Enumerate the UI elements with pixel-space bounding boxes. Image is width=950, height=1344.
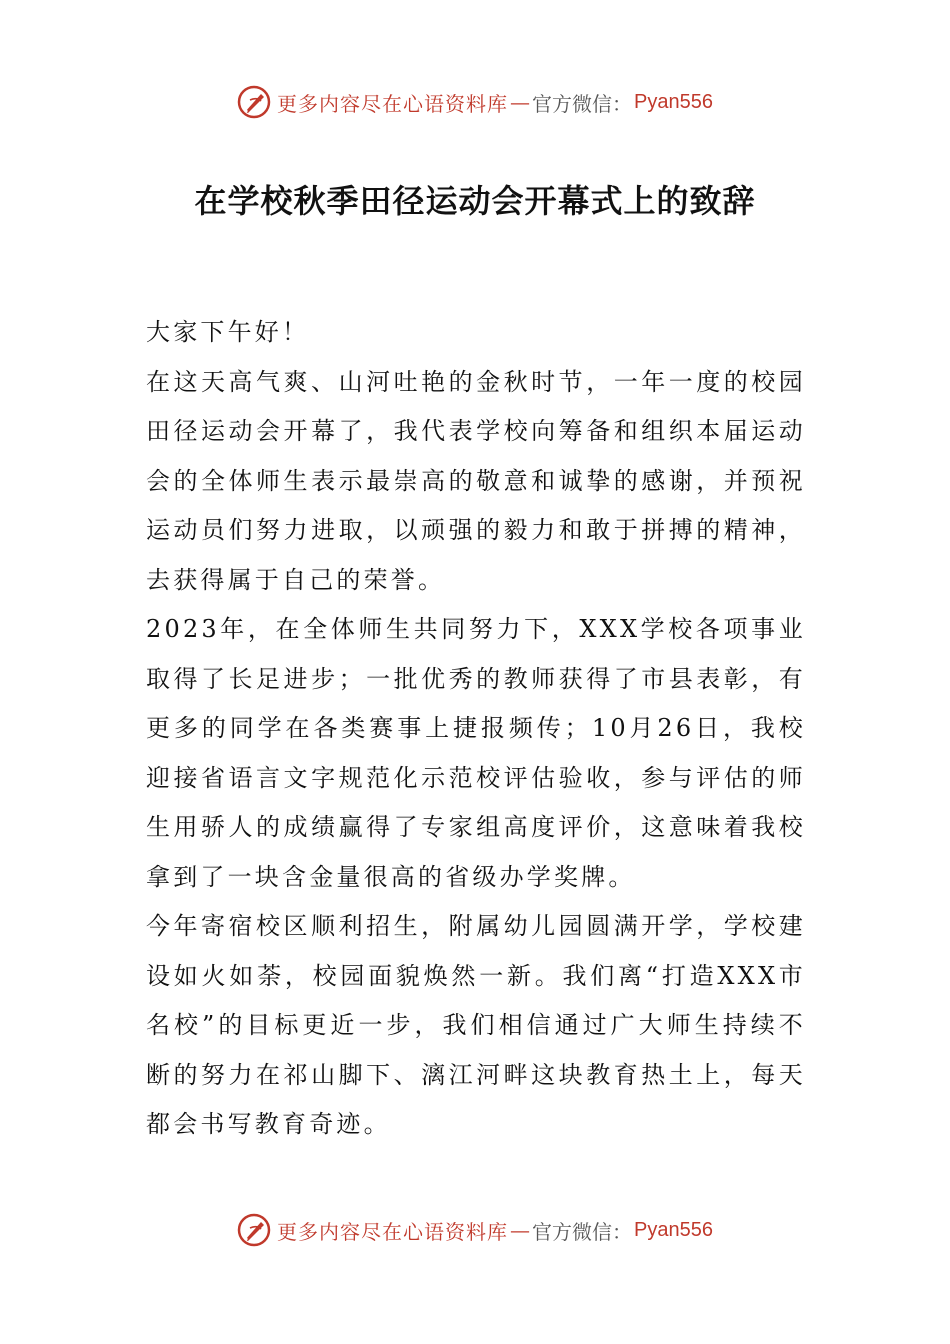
quill-logo-icon: [237, 1213, 271, 1247]
paragraph-opening: 在这天高气爽、山河吐艳的金秋时节，一年一度的校园田径运动会开幕了，我代表学校向筹备和组织本届运动会的全体师生表示最崇高的敬意和诚挚的感谢，并预祝运动员们努力进取，以顽强的毅力和敢于拼搏的精神，去获得属于自己的荣誉。: [146, 367, 806, 594]
quill-logo-icon: [237, 85, 271, 119]
paragraph-greeting: 大家下午好！: [146, 318, 310, 346]
document-body: [146, 308, 806, 1150]
paragraph-outlook: 今年寄宿校区顺利招生，附属幼儿园圆满开学，学校建设如火如荼，校园面貌焕然一新。我们离“打造XXX市名校”的目标更近一步，我们相信通过广大师生持续不断的努力在祁山脚下、漓江河畔这块教育热土上，每天都会书写教育奇迹。: [146, 912, 806, 1138]
banner-dash: —: [510, 90, 531, 114]
banner-wechat-id: Pyan556: [634, 1218, 713, 1241]
footer-banner: [0, 1210, 950, 1250]
paragraph-achievements: 2023年，在全体师生共同努力下，XXX学校各项事业取得了长足进步；一批优秀的教师获得了市县表彰，有更多的同学在各类赛事上捷报频传；10月26日，我校迎接省语言文字规范化示范校评估验收，参与评估的师生用骄人的成绩赢得了专家组高度评价，这意味着我校拿到了一块含金量很高的省级办学奖牌。: [146, 615, 806, 891]
document-title: 在学校秋季田径运动会开幕式上的致辞: [194, 182, 756, 220]
banner-official-label: 官方微信：: [532, 91, 633, 116]
banner-text: 更多内容尽在心语资料库: [277, 91, 509, 116]
banner-text: 更多内容尽在心语资料库: [277, 1219, 509, 1244]
header-banner: [0, 82, 950, 122]
banner-official-label: 官方微信：: [532, 1219, 633, 1244]
banner-wechat-id: Pyan556: [634, 90, 713, 113]
banner-dash: —: [510, 1218, 531, 1242]
